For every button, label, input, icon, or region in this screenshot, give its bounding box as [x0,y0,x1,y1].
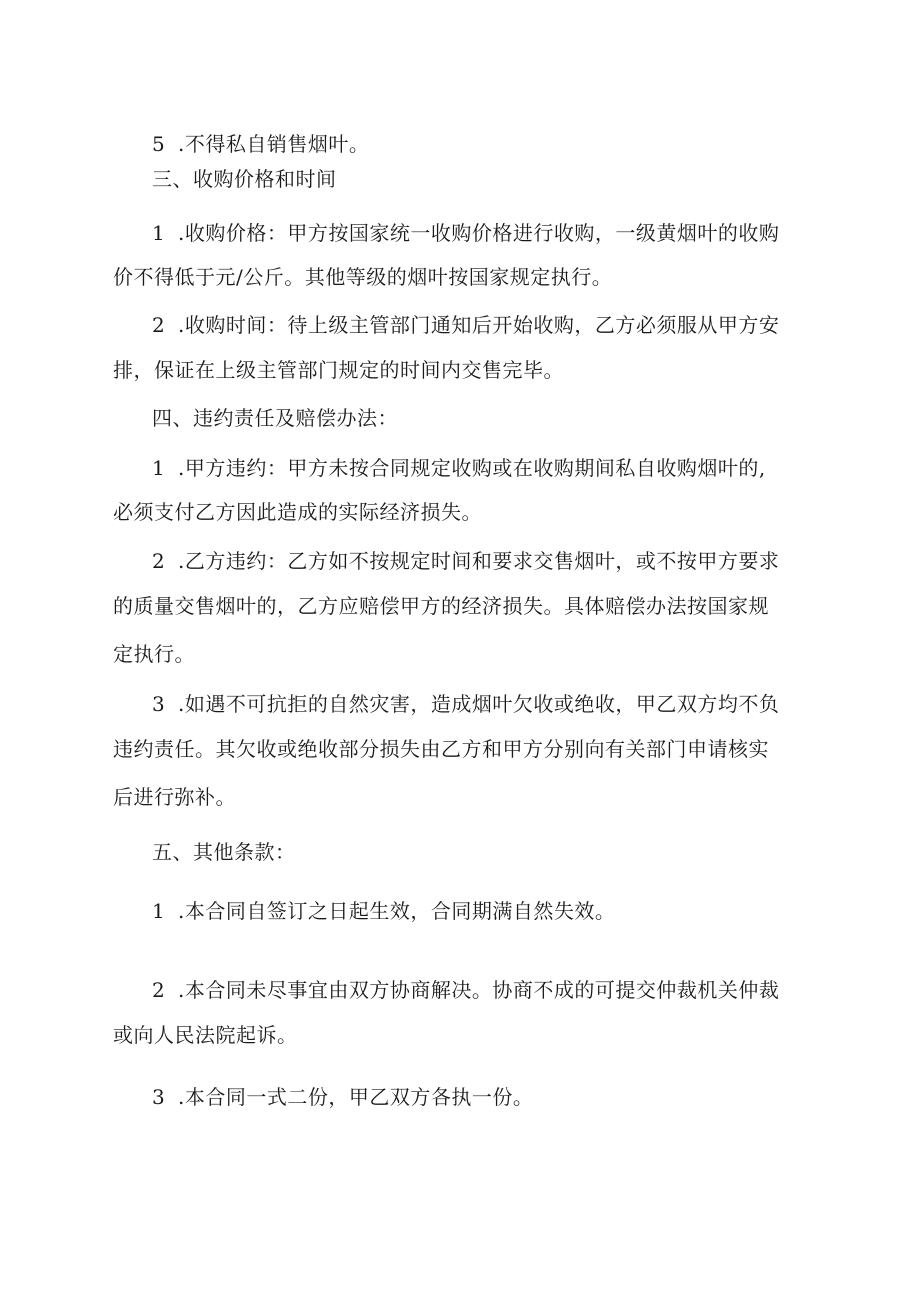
clause-4-3-line-2: 违约责任。其欠收或绝收部分损失由乙方和甲方分别向有关部门申请核实 [113,737,769,761]
clause-3-2-line-2: 排，保证在上级主管部门规定的时间内交售完毕。 [113,358,564,382]
clause-3-1-line-1 [152,219,779,247]
clause-3-1-line-2: 价不得低于元/公斤。其他等级的烟叶按国家规定执行。 [113,265,613,289]
clause-number: 1 [152,221,166,245]
clause-text: .本合同未尽事宜由双方协商解决。协商不成的可提交仲裁机关仲裁 [178,978,780,1002]
clause-5-2-line-2: 或向人民法院起诉。 [113,1023,298,1047]
clause-text: .乙方违约：乙方如不按规定时间和要求交售烟叶，或不按甲方要求 [178,549,780,573]
clause-text: .甲方违约：甲方未按合同规定收购或在收购期间私自收购烟叶的, [178,456,766,480]
clause-number: 2 [152,313,166,337]
clause-4-1-line-1 [152,454,766,482]
clause-4-2-line-2: 的质量交售烟叶的，乙方应赔偿甲方的经济损失。具体赔偿办法按国家规 [113,594,769,618]
clause-number: 3 [152,1085,166,1109]
clause-text: .如遇不可抗拒的自然灾害，造成烟叶欠收或绝收，甲乙双方均不负 [178,692,780,716]
clause-4-3-line-1 [152,690,779,718]
clause-item-5 [152,130,369,158]
clause-5-1-line-1 [152,897,615,925]
clause-4-3-line-3: 后进行弥补。 [113,785,236,809]
clause-4-2-line-3: 定执行。 [113,642,195,666]
clause-text: .本合同一式二份，甲乙双方各执一份。 [178,1085,534,1109]
clause-number: 3 [152,692,166,716]
section-heading-4: 四、违约责任及赔偿办法： [152,406,398,430]
clause-5-2-line-1 [152,976,779,1004]
clause-text: .本合同自签订之日起生效，合同期满自然失效。 [178,899,616,923]
section-heading-5: 五、其他条款： [152,840,296,864]
clause-text: .不得私自销售烟叶。 [178,132,370,156]
section-heading-3: 三、收购价格和时间 [152,167,337,191]
clause-5-3-line-1 [152,1083,533,1111]
clause-text: .收购时间：待上级主管部门通知后开始收购，乙方必须服从甲方安 [178,313,780,337]
clause-4-2-line-1 [152,547,779,575]
clause-number: 1 [152,899,166,923]
clause-number: 1 [152,456,166,480]
clause-3-2-line-1 [152,311,779,339]
clause-number: 2 [152,549,166,573]
clause-number: 2 [152,978,166,1002]
clause-4-1-line-2: 必须支付乙方因此造成的实际经济损失。 [113,500,482,524]
clause-text: .收购价格：甲方按国家统一收购价格进行收购，一级黄烟叶的收购 [178,221,780,245]
clause-number: 5 [152,132,166,156]
